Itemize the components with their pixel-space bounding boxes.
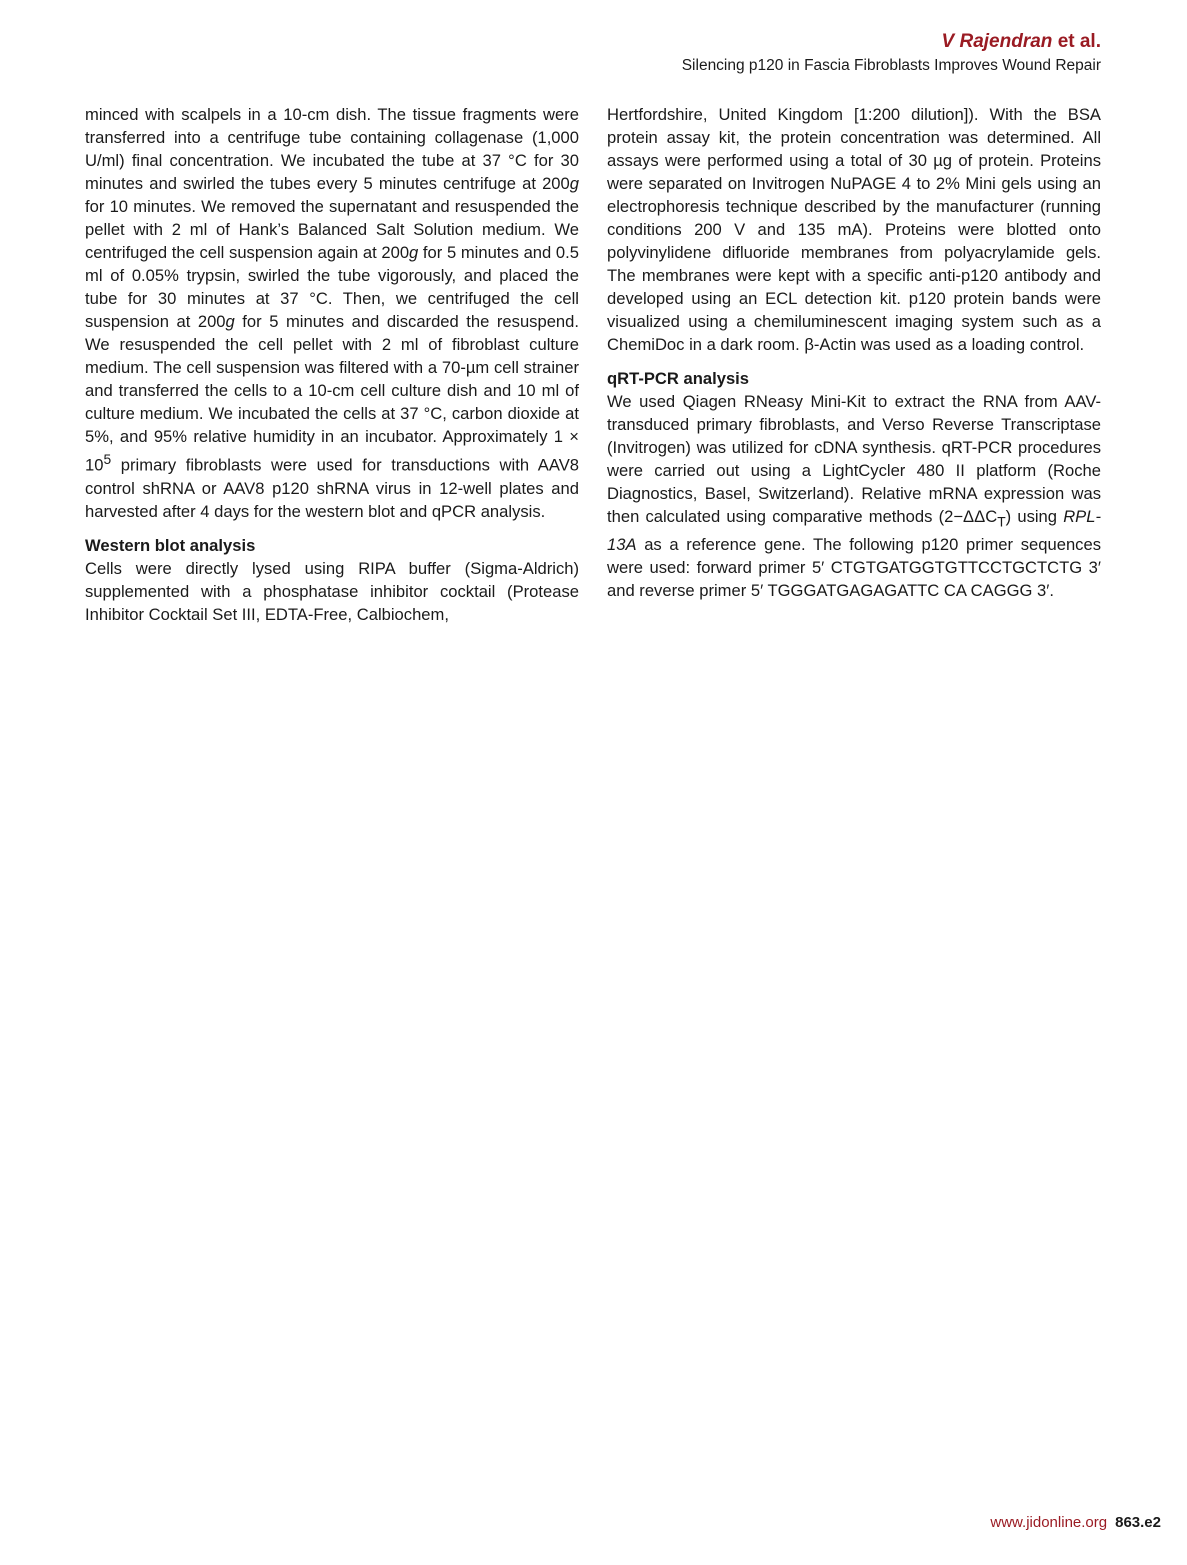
header-etal: et al. xyxy=(1057,31,1101,52)
page-number: 863.e2 xyxy=(1115,1514,1161,1531)
header-author: V Rajendran xyxy=(941,31,1053,52)
header-authors xyxy=(682,30,1101,54)
text-span: for 5 minutes and 0.5 ml of 0.05% trypsin, swirled the tube vigorously, and placed the tube for 30 minutes at 37 °C. Then, we centrifuged the cell suspension at 200 xyxy=(85,243,579,331)
left-column xyxy=(85,103,579,626)
text-span: ) using xyxy=(1005,507,1064,526)
exponent: 5 xyxy=(103,451,112,467)
section-heading-qrt-pcr: qRT-PCR analysis xyxy=(607,369,750,388)
unit-g: g xyxy=(569,174,579,193)
unit-g: g xyxy=(409,243,419,262)
text-span: minced with scalpels in a 10-cm dish. The tissue fragments were transferred into a centrifuge tube containing collagenase (1,000 U/ml) final concentration. We incubated the tube at 37 °C for 30 minutes and swirled the tubes every 5 minutes centrifuge at 200 xyxy=(85,105,579,193)
text-span: as a reference gene. The following p120 primer sequences were used: forward primer 5′ CTGTGATGGTGTTCCTGCTCTG 3′ and reverse primer 5′ TGGGATGAGAGATTC CA CAGGG 3′. xyxy=(607,535,1101,601)
methods-paragraph-western-blot-continued: Hertfordshire, United Kingdom [1:200 dilution]). With the BSA protein assay kit, the protein concentration was determined. All assays were performed using a total of 30 µg of protein. Proteins were separated on Invitrogen NuPAGE 4 to 2% Mini gels using an electrophoresis technique described by the manufacturer (running conditions 200 V and 135 mA). Proteins were blotted onto polyvinylidene difluoride membranes from polyacrylamide gels. The membranes were kept with a specific anti-p120 antibody and developed using an ECL detection kit. p120 protein bands were visualized using a chemiluminescent imaging system such as a ChemiDoc in a dark room. β-Actin was used as a loading control. xyxy=(607,105,1101,354)
section-heading-western-blot: Western blot analysis xyxy=(85,535,256,555)
text-span: for 10 minutes. We removed the supernatant and resuspended the pellet with 2 ml of Hank’s Balanced Salt Solution medium. We centrifuged the cell suspension again at 200 xyxy=(85,197,579,262)
methods-paragraph-cell-isolation xyxy=(85,103,579,523)
text-span: We used Qiagen RNeasy Mini-Kit to extract the RNA from AAV-transduced primary fibroblasts, and Verso Reverse Transcriptase (Invitrogen) was utilized for cDNA synthesis. qRT-PCR procedures were carried out using a LightCycler 480 II platform (Roche Diagnostics, Basel, Switzerland). Relative mRNA expression was then calculated using comparative methods (2−ΔΔC xyxy=(607,392,1101,526)
page-footer xyxy=(990,1513,1161,1533)
methods-paragraph-qrt-pcr xyxy=(607,390,1101,602)
running-title: Silencing p120 in Fascia Fibroblasts Improves Wound Repair xyxy=(681,57,1101,74)
methods-paragraph-western-blot: Cells were directly lysed using RIPA buffer (Sigma-Aldrich) supplemented with a phosphatase inhibitor cocktail (Protease Inhibitor Cocktail Set III, EDTA-Free, Calbiochem, xyxy=(85,558,579,624)
running-header xyxy=(682,30,1101,76)
journal-url-link[interactable]: www.jidonline.org xyxy=(990,1514,1108,1531)
right-column xyxy=(607,103,1101,602)
subscript: T xyxy=(997,513,1006,530)
text-span: for 5 minutes and discarded the resuspend. We resuspended the cell pellet with 2 ml of fibroblast culture medium. The cell suspension was filtered with a 70-µm cell strainer and transferred the cells to a 10-cm cell culture dish and 10 ml of culture medium. We incubated the cells at 37 °C, carbon dioxide at 5%, and 95% relative humidity in an incubator. Approximately 1 × 10 xyxy=(85,312,579,475)
text-span: primary fibroblasts were used for transductions with AAV8 control shRNA or AAV8 p120 shRNA virus in 12-well plates and harvested after 4 days for the western blot and qPCR analysis. xyxy=(85,455,579,521)
unit-g: g xyxy=(225,312,235,331)
gene-name: RPL-13A xyxy=(607,507,1101,555)
